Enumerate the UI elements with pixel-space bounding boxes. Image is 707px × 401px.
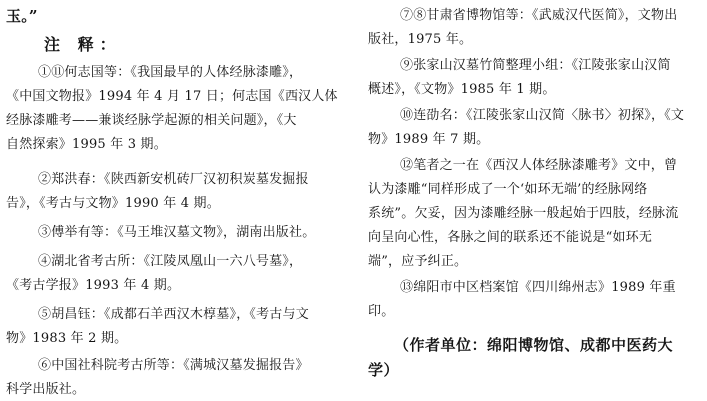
note-line: ①⑪何志国等：《我国最早的人体经脉漆雕》， bbox=[38, 65, 303, 80]
note-line: 向呈向心性，各脉之间的联系还不能说是“如环无 bbox=[368, 230, 653, 245]
opening-text: 玉。” bbox=[6, 7, 38, 25]
author-affiliation-continued: 学） bbox=[368, 361, 400, 379]
note-line: ②郑洪春：《陕西新安机砖厂汉初积炭墓发掘报 bbox=[38, 172, 309, 187]
note-line: 《考古学报》1993 年 4 期。 bbox=[6, 278, 181, 293]
note-line: ⑨张家山汉墓竹简整理小组：《江陵张家山汉简 bbox=[400, 58, 671, 73]
note-line: 系统”。欠妥，因为漆雕经脉一般起始于四肢，经脉流 bbox=[368, 206, 679, 221]
note-line: ⑩连劭名：《江陵张家山汉简〈脉书〉初探》，《文 bbox=[400, 108, 685, 123]
note-line: 物》1989 年 7 期。 bbox=[368, 132, 490, 147]
note-line: ⑬绵阳市中区档案馆《四川绵州志》1989 年重 bbox=[400, 280, 676, 295]
note-line: 物》1983 年 2 期。 bbox=[6, 331, 128, 346]
note-line: 科学出版社。 bbox=[6, 382, 86, 397]
notes-heading: 注 释： bbox=[44, 35, 122, 54]
note-line: ⑤胡昌钰：《成都石羊西汉木椁墓》，《考古与文 bbox=[38, 307, 309, 322]
note-line: ⑫笔者之一在《西汉人体经脉漆雕考》文中，曾 bbox=[400, 158, 678, 173]
note-line: ④湖北省考古所：《江陵凤凰山一六八号墓》， bbox=[38, 254, 303, 269]
author-affiliation: （作者单位：绵阳博物馆、成都中医药大 bbox=[394, 336, 674, 354]
note-line: 经脉漆雕考——兼谈经脉学起源的相关问题》，《大 bbox=[6, 113, 297, 128]
note-line: 版社，1975 年。 bbox=[368, 32, 473, 47]
note-line: ③傅举有等：《马王堆汉墓文物》，湖南出版社。 bbox=[38, 225, 316, 240]
note-line: 《中国文物报》1994 年 4 月 17 日；何志国《西汉人体 bbox=[6, 89, 338, 104]
note-line: 概述》，《文物》1985 年 1 期。 bbox=[368, 82, 556, 97]
note-line: 端”，应予纠正。 bbox=[368, 254, 468, 269]
note-line: ⑥中国社科院考古所等：《满城汉墓发掘报告》 bbox=[38, 358, 309, 373]
note-line: 认为漆雕“同样形成了一个‘如环无端’的经脉网络 bbox=[368, 182, 648, 197]
note-line: 自然探索》1995 年 3 期。 bbox=[6, 137, 167, 152]
note-line: 印。 bbox=[368, 304, 395, 319]
note-line: 告》，《考古与文物》1990 年 4 期。 bbox=[6, 196, 220, 211]
note-line: ⑦⑧甘肃省博物馆等：《武威汉代医简》，文物出 bbox=[400, 8, 678, 23]
